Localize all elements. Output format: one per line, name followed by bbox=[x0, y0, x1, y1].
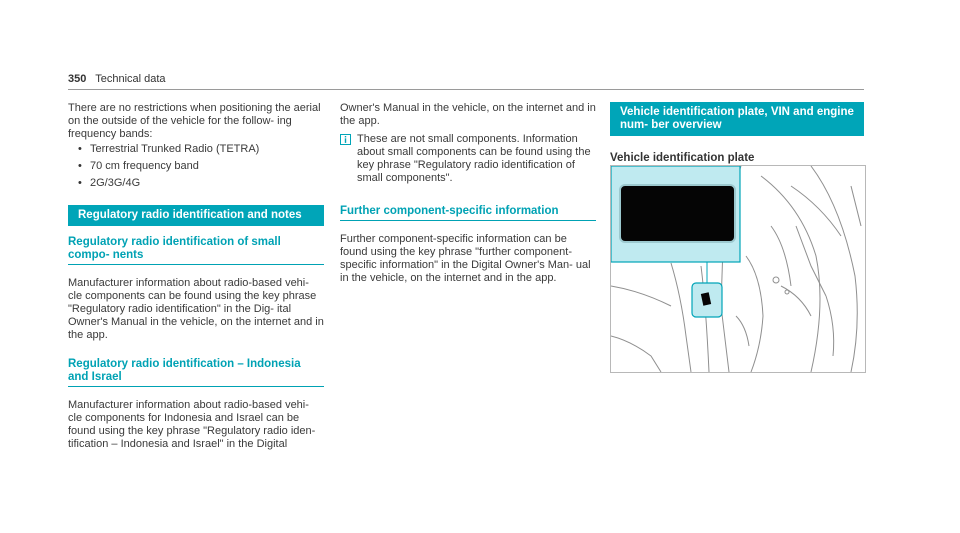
list-item: • 70 cm frequency band bbox=[78, 160, 324, 173]
note-text: These are not small components. Information about small components can be found using the key phrase "Regulatory radio identification of small components". bbox=[357, 133, 591, 184]
continued-text: Owner's Manual in the vehicle, on the internet and in the app. bbox=[340, 102, 596, 127]
indonesia-israel-text: Manufacturer information about radio-based vehi- cle components for Indonesia and Israel can be found using the key phrase "Regulatory radio iden- tification – Indonesia and Israel" in the Digital bbox=[68, 399, 316, 450]
subheading-indonesia-israel: Regulatory radio identification – Indonesia and Israel bbox=[68, 358, 324, 387]
note-block bbox=[340, 133, 596, 185]
car-interior-drawing bbox=[611, 166, 865, 372]
small-components-text: Manufacturer information about radio-based vehi- cle components can be found using the key phrase "Regulatory radio identification" in the Dig- ital Owner's Manual in the vehicle, on the internet and in the app. bbox=[68, 277, 324, 341]
page-header bbox=[68, 73, 166, 85]
column-3 bbox=[610, 102, 864, 165]
column-1 bbox=[68, 102, 324, 451]
section-banner-regulatory: Regulatory radio identification and notes bbox=[68, 205, 324, 226]
subheading-vehicle-plate: Vehicle identification plate bbox=[610, 152, 755, 164]
section-title: Technical data bbox=[95, 73, 166, 85]
list-item: • 2G/3G/4G bbox=[78, 177, 324, 190]
further-info-text: Further component-specific information can be found using the key phrase "further component- specific information" in the Digital Owner's Man- ual in the vehicle, on the internet and in the app. bbox=[340, 233, 591, 284]
subheading-further-info: Further component-specific information bbox=[340, 205, 596, 221]
frequency-band-list bbox=[68, 143, 324, 190]
subheading-small-components: Regulatory radio identification of small compo- nents bbox=[68, 236, 324, 265]
page-number: 350 bbox=[68, 73, 87, 85]
info-note-icon bbox=[340, 134, 351, 145]
header-divider bbox=[68, 89, 864, 90]
column-2 bbox=[340, 102, 596, 285]
aerial-intro-text: There are no restrictions when positioning the aerial on the outside of the vehicle for the follow- ing frequency bands: bbox=[68, 102, 321, 140]
vehicle-plate-illustration bbox=[610, 165, 866, 373]
section-banner-vehicle-id: Vehicle identification plate, VIN and engine num- ber overview bbox=[610, 102, 864, 136]
list-item: • Terrestrial Trunked Radio (TETRA) bbox=[78, 143, 324, 156]
